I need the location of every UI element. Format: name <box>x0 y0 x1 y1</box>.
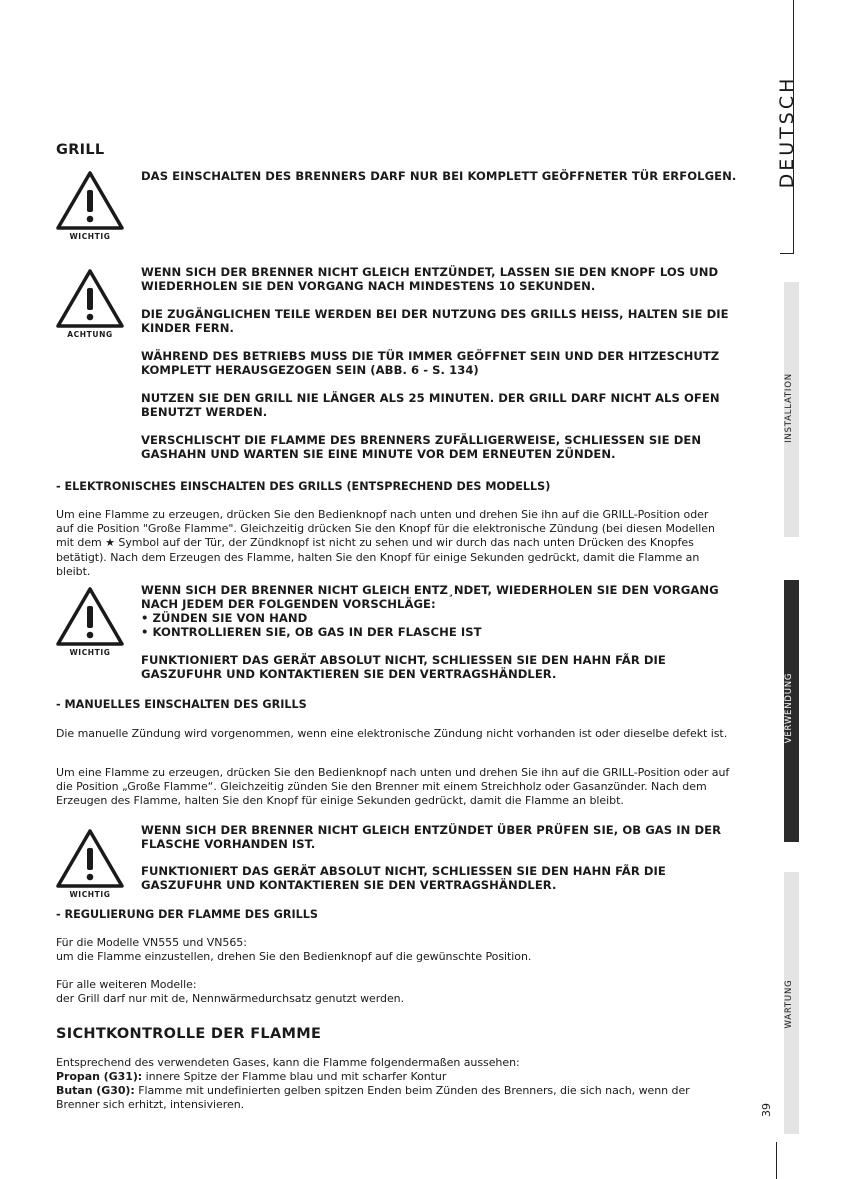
regulation-models-text: um die Flamme einzustellen, drehen Sie den Bedienknopf auf die gewünschte Position. <box>56 950 532 963</box>
warning-text-4b: FUNKTIONIERT DAS GERÄT ABSOLUT NICHT, SCHLIESSEN SIE DEN HAHN FÃR DIE GASZUFUHR UND KONTAKTIEREN SIE DEN VERTRAGSHÄNDLER. <box>141 864 666 892</box>
warning-block-1 <box>55 170 125 245</box>
text-manual-ignition-2: Um eine Flamme zu erzeugen, drücken Sie den Bedienknopf nach unten und drehen Sie ihn auf die GRILL-Position oder auf die Position „Große Flamme“. Gleichzeitig zünden Sie den Brenner mit einem Streichholz oder Gasanzünder. Nach dem Erzeugen des Flamme, halten Sie den Knopf für einige Sekunden gedrückt, damit die Flamme an bleibt. <box>56 766 730 808</box>
propan-text: innere Spitze der Flamme blau und mit scharfer Kontur <box>142 1070 447 1083</box>
warning-text-2b: DIE ZUGÄNGLICHEN TEILE WERDEN BEI DER NUTZUNG DES GRILLS HEISS, HALTEN SIE DIE KINDER FERN. <box>141 307 729 335</box>
warning-text-2e: VERSCHLISCHT DIE FLAMME DES BRENNERS ZUFÄLLIGERWEISE, SCHLIESSEN SIE DEN GASHAHN UND WARTEN SIE EINE MINUTE VOR DEM ERNEUTEN ZÜNDEN. <box>141 433 702 461</box>
flame-butan <box>56 1084 736 1112</box>
heading-flame-regulation: - REGULIERUNG DER FLAMME DES GRILLS <box>56 908 318 921</box>
sidebar-rule-bottom <box>776 1142 777 1179</box>
tab-verwendung-label: VERWENDUNG <box>784 672 794 744</box>
text-electronic-ignition: Um eine Flamme zu erzeugen, drücken Sie den Bedienknopf nach unten und drehen Sie ihn auf die GRILL-Position oder auf die Position "Große Flamme". Gleichzeitig drücken Sie den Knopf für die elektronische Zündung (bei diesen Modellen mit dem ★ Symbol auf der Tür, der Zündknopf ist nicht zu sehen und wir durch das nach unten Drücken des Knopfes betätigt). Nach dem Erzeugen des Flamme, halten Sie den Knopf für einige Sekunden gedrückt, damit die Flamme an bleibt. <box>56 508 715 578</box>
butan-text: Flamme mit undefinierten gelben spitzen Enden beim Zünden des Brenners, die sich nach, wenn der Brenner sich erhitzt, intensivieren. <box>56 1084 690 1112</box>
warning-text-3b: FUNKTIONIERT DAS GERÄT ABSOLUT NICHT, SCHLIESSEN SIE DEN HAHN FÃR DIE GASZUFUHR UND KONTAKTIEREN SIE DEN VERTRAGSHÄNDLER. <box>141 653 666 681</box>
caution-label: ACHTUNG <box>67 330 113 339</box>
section-title-flame-check: SICHTKONTROLLE DER FLAMME <box>56 1026 322 1042</box>
regulation-models-label: Für die Modelle VN555 und VN565: <box>56 936 247 949</box>
warning-bullet-1: • ZÜNDEN SIE VON HAND <box>141 611 308 625</box>
page-number: 39 <box>760 1103 773 1117</box>
warning-label: WICHTIG <box>69 232 111 241</box>
warning-text-2a: WENN SICH DER BRENNER NICHT GLEICH ENTZÜNDET, LASSEN SIE DEN KNOPF LOS UND WIEDERHOLEN SIE DEN VORGANG NACH MINDESTENS 10 SEKUNDEN. <box>141 265 719 293</box>
warning-label: WICHTIG <box>69 648 111 657</box>
warning-block-2 <box>55 268 125 343</box>
warning-triangle-icon <box>55 586 125 648</box>
sidebar-rule-short <box>780 253 794 254</box>
warning-bullet-2: • KONTROLLIEREN SIE, OB GAS IN DER FLASCHE IST <box>141 625 482 639</box>
flame-propan <box>56 1070 736 1084</box>
regulation-others-label: Für alle weiteren Modelle: <box>56 978 197 991</box>
text-manual-ignition-1: Die manuelle Zündung wird vorgenommen, wenn eine elektronische Zündung nicht vorhanden ist oder dieselbe defekt ist. <box>56 727 728 740</box>
tab-wartung-label: WARTUNG <box>784 979 794 1029</box>
propan-label: Propan (G31): <box>56 1070 143 1083</box>
warning-block-3 <box>55 586 125 661</box>
warning-block-4 <box>55 828 125 903</box>
heading-manual-ignition: - MANUELLES EINSCHALTEN DES GRILLS <box>56 698 307 711</box>
warning-text-3a: WENN SICH DER BRENNER NICHT GLEICH ENTZ¸NDET, WIEDERHOLEN SIE DEN VORGANG NACH JEDEM DER FOLGENDEN VORSCHLÄGE: <box>141 583 719 611</box>
language-label: DEUTSCH <box>776 75 798 189</box>
section-title-grill: GRILL <box>56 142 105 158</box>
warning-text-1: DAS EINSCHALTEN DES BRENNERS DARF NUR BEI KOMPLETT GEÖFFNETER TÜR ERFOLGEN. <box>141 169 737 183</box>
warning-text-2c: WÄHREND DES BETRIEBS MUSS DIE TÜR IMMER GEÖFFNET SEIN UND DER HITZESCHUTZ KOMPLETT HERAUSGEZOGEN SEIN (ABB. 6 - S. 134) <box>141 349 720 377</box>
warning-triangle-icon <box>55 828 125 890</box>
tab-installation-label: INSTALLATION <box>784 373 794 443</box>
caution-triangle-icon <box>55 268 125 330</box>
warning-label: WICHTIG <box>69 890 111 899</box>
warning-text-2d: NUTZEN SIE DEN GRILL NIE LÄNGER ALS 25 MINUTEN. DER GRILL DARF NICHT ALS OFEN BENUTZT WERDEN. <box>141 391 720 419</box>
regulation-others-text: der Grill darf nur mit de, Nennwärmedurchsatz genutzt werden. <box>56 992 405 1005</box>
heading-electronic-ignition: - ELEKTRONISCHES EINSCHALTEN DES GRILLS (ENTSPRECHEND DES MODELLS) <box>56 480 551 493</box>
warning-text-4a: WENN SICH DER BRENNER NICHT GLEICH ENTZÜNDET ÜBER PRÜFEN SIE, OB GAS IN DER FLASCHE VORHANDEN IST. <box>141 823 722 851</box>
flame-intro: Entsprechend des verwendeten Gases, kann die Flamme folgendermaßen aussehen: <box>56 1056 520 1069</box>
butan-label: Butan (G30): <box>56 1084 135 1097</box>
warning-triangle-icon <box>55 170 125 232</box>
